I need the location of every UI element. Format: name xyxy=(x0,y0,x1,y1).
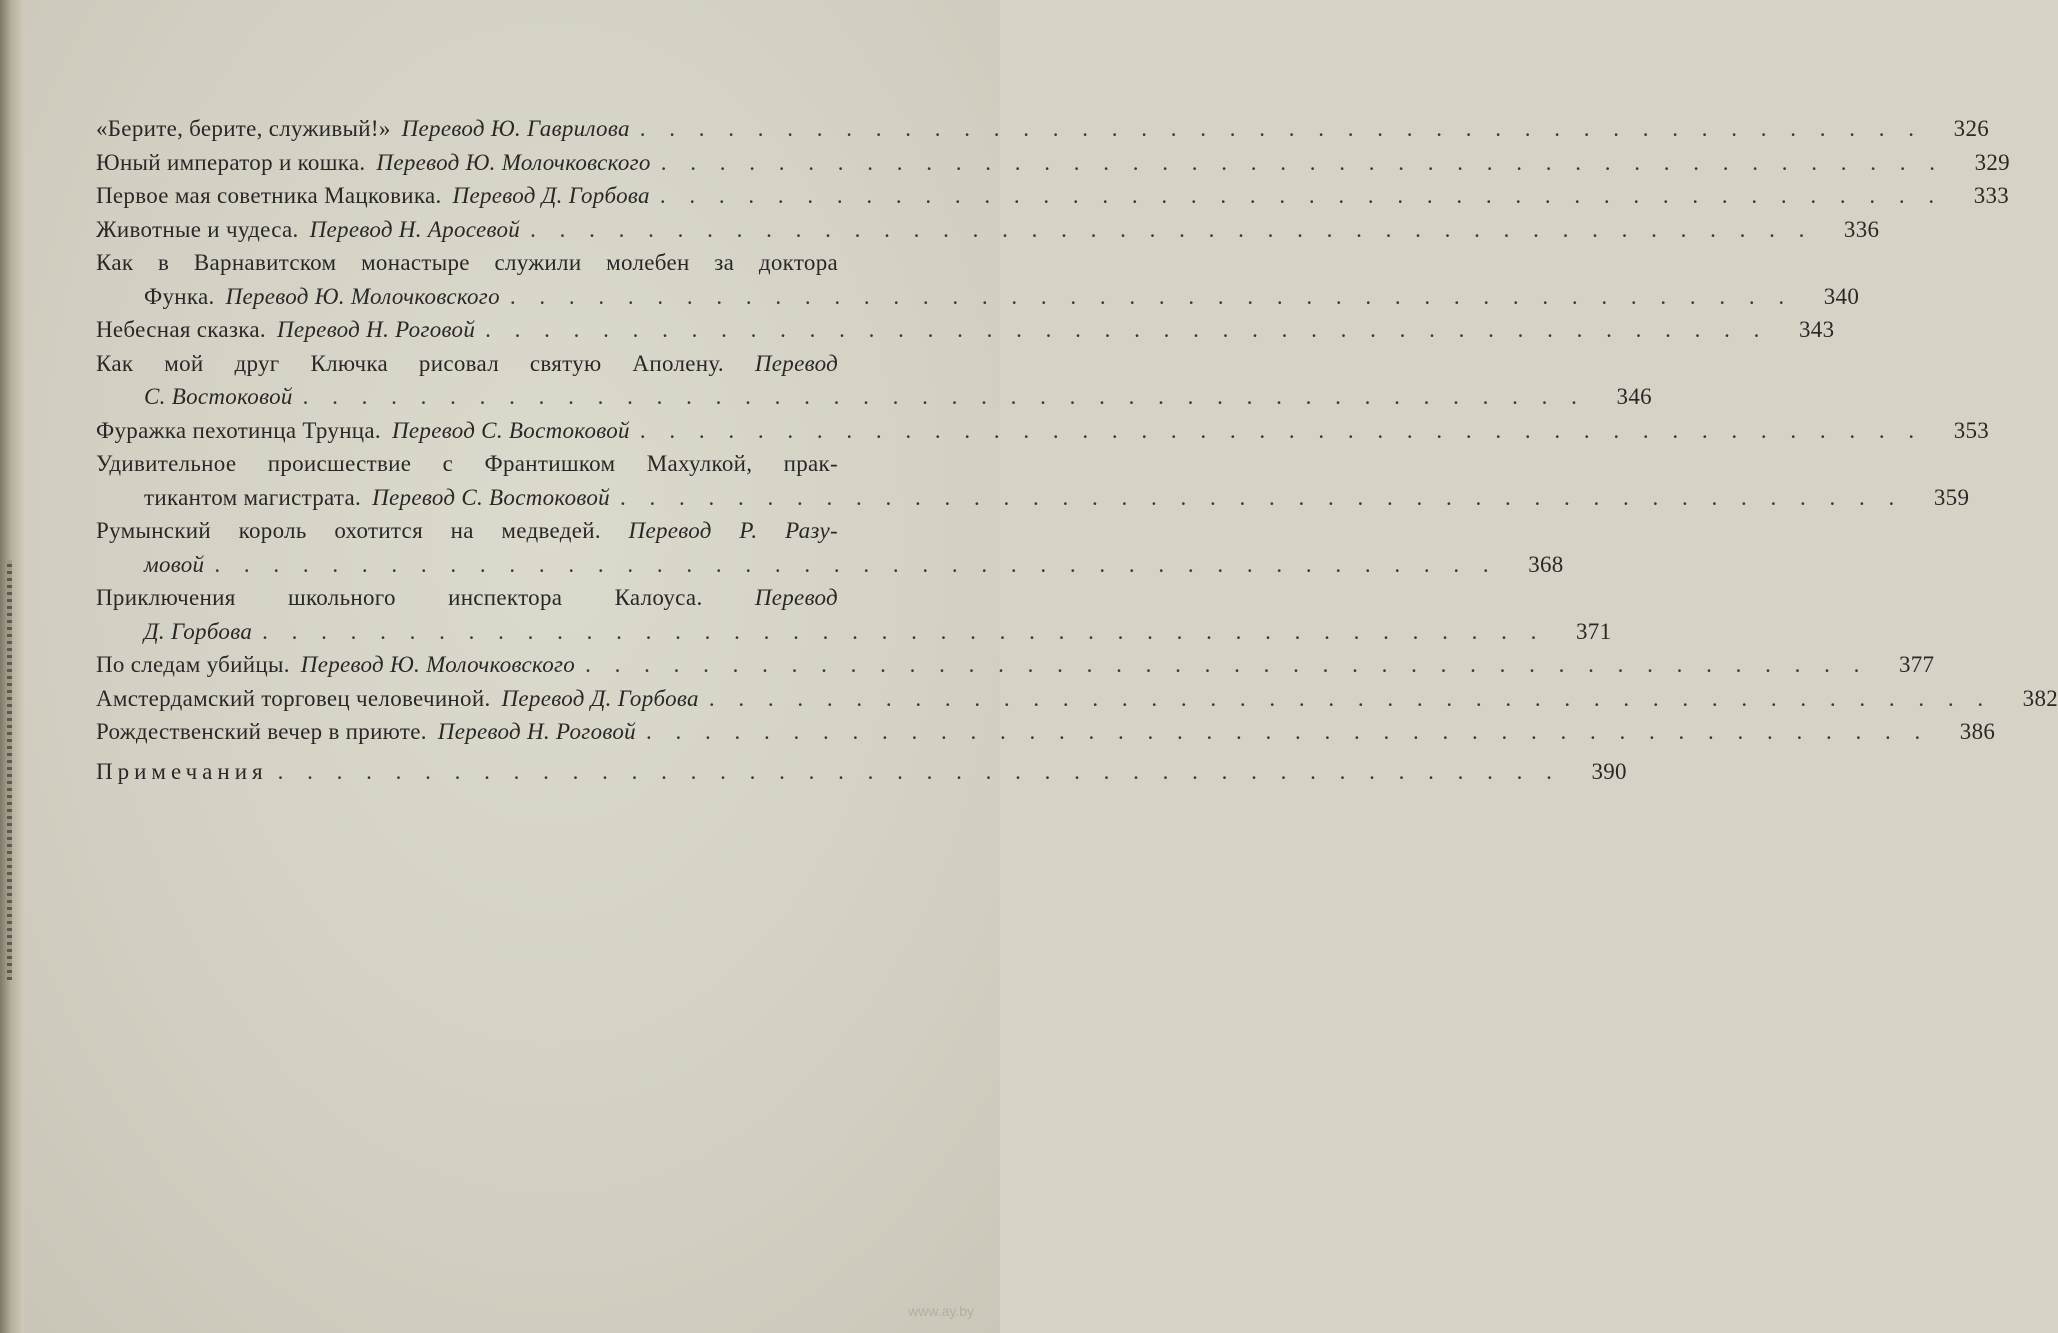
page-number: 386 xyxy=(1959,719,1996,744)
watermark: www.ay.by xyxy=(908,1303,974,1319)
entry-title-line1: Приключения школьного инспектора Калоуса. xyxy=(96,585,703,610)
page-number: 329 xyxy=(1974,149,2010,175)
entry-translator: Перевод Н. Роговой xyxy=(276,317,476,342)
entry-title-line2: Функа. xyxy=(144,283,215,309)
page-number: 333 xyxy=(1973,183,2010,208)
page-number: 326 xyxy=(1953,116,1990,141)
entry-translator: мовой xyxy=(144,551,205,577)
book-spine xyxy=(0,0,24,1333)
entry-title: Рождественский вечер в приюте. xyxy=(96,719,427,744)
toc-entry xyxy=(96,246,1860,313)
notes-title: Примечания xyxy=(96,758,268,784)
entry-translator: Перевод Ю. Молочковского xyxy=(300,652,576,677)
entry-translator: Перевод Н. Роговой xyxy=(437,719,636,744)
entry-title: Фуражка пехотинца Трунца. xyxy=(96,417,381,443)
page-number: 340 xyxy=(1823,283,1860,309)
entry-title: Юный император и кошка. xyxy=(96,149,366,175)
entry-translator: Перевод Д. Горбова xyxy=(501,685,699,711)
dot-leader: . . . . . . . . . . . . . . . . . . . . . . . . . . . . . . . . . . . . . . . . . . . . xyxy=(509,283,1794,309)
page-number: 336 xyxy=(1843,216,1880,242)
page-number: 371 xyxy=(1575,618,1612,644)
entry-title: По следам убийцы. xyxy=(96,652,290,677)
entry-title-line2: тикантом магистрата. xyxy=(144,484,362,510)
toc-entry xyxy=(96,146,2010,180)
dot-leader: . . . . . . . . . . . . . . . . . . . . . . . . . . . . . . . . . . . . . . . . . . . . xyxy=(277,758,1561,784)
toc-entry xyxy=(96,313,1835,347)
dot-leader: . . . . . . . . . . . . . . . . . . . . . . . . . . . . . . . . . . . . . . . . . . . . xyxy=(620,484,1904,510)
dot-leader: . . . . . . . . . . . . . . . . . . . . . . . . . . . . . . . . . . . . . . . . . . . . xyxy=(585,652,1869,677)
entry-title: Небесная сказка. xyxy=(96,317,266,342)
dot-leader: . . . . . . . . . . . . . . . . . . . . . . . . . . . . . . . . . . . . . . . . . . . . xyxy=(262,618,1546,644)
entry-translator: С. Востоковой xyxy=(144,384,293,409)
toc-entry xyxy=(96,648,1935,682)
page-number: 346 xyxy=(1616,384,1652,409)
toc-entry xyxy=(96,112,1990,146)
toc-entry-notes xyxy=(96,755,1627,789)
entry-translator: Д. Горбова xyxy=(144,618,253,644)
binding-thread xyxy=(7,560,12,980)
entry-title: Амстердамский торговец человечиной. xyxy=(96,685,491,711)
entry-title: Животные и чудеса. xyxy=(96,216,299,242)
entry-translator: Перевод Ю. Гаврилова xyxy=(401,116,630,141)
toc-entry xyxy=(96,347,1652,414)
page-number: 368 xyxy=(1528,551,1564,577)
dot-leader: . . . . . . . . . . . . . . . . . . . . . . . . . . . . . . . . . . . . . . . . . . . . xyxy=(485,317,1769,342)
toc-entry xyxy=(96,447,1970,514)
page-number: 343 xyxy=(1798,317,1835,342)
dot-leader: . . . . . . . . . . . . . . . . . . . . . . . . . . . . . . . . . . . . . . . . . . . . xyxy=(645,719,1930,744)
toc-entry xyxy=(96,581,1612,648)
dot-leader: . . . . . . . . . . . . . . . . . . . . . . . . . . . . . . . . . . . . . . . . . . . . xyxy=(660,149,1944,175)
page-number: 359 xyxy=(1933,484,1970,510)
entry-translator: Перевод С. Востоковой xyxy=(372,484,610,510)
table-of-contents xyxy=(96,112,2058,788)
entry-translator: Перевод Н. Аросевой xyxy=(309,216,521,242)
toc-entry xyxy=(96,514,1564,581)
entry-translator-line1: Перевод Р. Разу- xyxy=(628,518,838,543)
dot-leader: . . . . . . . . . . . . . . . . . . . . . . . . . . . . . . . . . . . . . . . . . . . . xyxy=(530,216,1814,242)
entry-translator: Перевод Ю. Молочковского xyxy=(225,283,500,309)
dot-leader: . . . . . . . . . . . . . . . . . . . . . . . . . . . . . . . . . . . . . . . . . . . . xyxy=(639,116,1924,141)
page-number: 353 xyxy=(1953,417,1990,443)
dot-leader: . . . . . . . . . . . . . . . . . . . . . . . . . . . . . . . . . . . . . . . . . . . . xyxy=(214,551,1498,577)
toc-entry xyxy=(96,715,1996,749)
toc-entry xyxy=(96,414,1990,448)
page-number: 382 xyxy=(2022,685,2058,711)
toc-entry xyxy=(96,179,2010,213)
entry-translator-line1: Перевод xyxy=(754,585,838,610)
dot-leader: . . . . . . . . . . . . . . . . . . . . . . . . . . . . . . . . . . . . . . . . . . . . xyxy=(708,685,1993,711)
entry-title-line1: Удивительное происшествие с Франтишком Махулкой, прак- xyxy=(96,451,838,476)
entry-title-line1: Румынский король охотится на медведей. xyxy=(96,518,601,543)
entry-title: Первое мая советника Мацковика. xyxy=(96,183,442,208)
entry-translator: Перевод Ю. Молочковского xyxy=(376,149,651,175)
entry-title-line1: Как в Варнавитском монастыре служили молебен за доктора xyxy=(96,250,838,275)
entry-title-line1: Как мой друг Ключка рисовал святую Аполену. xyxy=(96,350,724,376)
entry-translator: Перевод С. Востоковой xyxy=(391,417,630,443)
entry-title: «Берите, берите, служивый!» xyxy=(96,116,391,141)
toc-entry xyxy=(96,682,2058,716)
toc-entry xyxy=(96,213,1880,247)
dot-leader: . . . . . . . . . . . . . . . . . . . . . . . . . . . . . . . . . . . . . . . . . . . . xyxy=(302,384,1586,409)
page-number: 377 xyxy=(1898,652,1935,677)
entry-translator-line1: Перевод xyxy=(754,350,838,376)
entry-translator: Перевод Д. Горбова xyxy=(452,183,650,208)
page-number: 390 xyxy=(1591,758,1627,784)
dot-leader: . . . . . . . . . . . . . . . . . . . . . . . . . . . . . . . . . . . . . . . . . . . . xyxy=(639,417,1924,443)
dot-leader: . . . . . . . . . . . . . . . . . . . . . . . . . . . . . . . . . . . . . . . . . . . . xyxy=(659,183,1944,208)
